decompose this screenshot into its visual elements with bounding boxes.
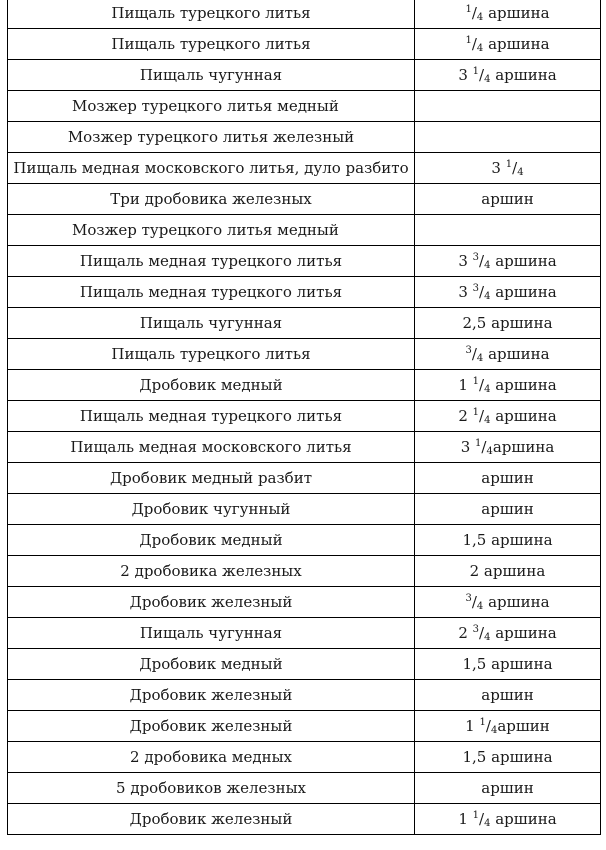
item-name-cell: Пищаль турецкого литья <box>8 29 415 60</box>
fraction-denominator: 4 <box>476 12 484 23</box>
item-name-cell: Дробовик железный <box>8 711 415 742</box>
item-size-cell <box>415 463 601 494</box>
item-size-cell <box>415 184 601 215</box>
fraction-numerator: 1 <box>479 717 486 728</box>
fraction-denominator: 4 <box>484 818 491 829</box>
fraction-denominator: 4 <box>484 291 491 302</box>
size-fraction: $^1/_4$ <box>472 65 491 85</box>
item-size-cell <box>415 246 601 277</box>
table-row <box>8 277 601 308</box>
size-whole: 3 <box>458 65 468 84</box>
table-row <box>8 153 601 184</box>
artillery-inventory-table <box>7 0 601 835</box>
table-row <box>8 91 601 122</box>
item-size-cell <box>415 308 601 339</box>
item-name-cell: Пищаль медная турецкого литья <box>8 401 415 432</box>
size-whole: 3 <box>460 437 471 456</box>
item-name-cell: 2 дробовика медных <box>8 742 415 773</box>
size-unit: аршин <box>497 716 550 735</box>
item-size-cell <box>415 618 601 649</box>
size-whole: 1 <box>458 375 468 394</box>
fraction-numerator: 1 <box>472 376 480 387</box>
fraction-denominator: 4 <box>484 632 491 643</box>
table-row <box>8 525 601 556</box>
item-size-cell <box>415 60 601 91</box>
size-text: 1,5 аршина <box>462 530 553 549</box>
item-size-cell <box>415 0 601 29</box>
size-fraction: $^1/_4$ <box>505 158 524 178</box>
item-size-cell <box>415 742 601 773</box>
table-row <box>8 0 601 29</box>
size-whole: 3 <box>491 158 501 177</box>
item-name-cell: Пищаль чугунная <box>8 618 415 649</box>
fraction-denominator: 4 <box>484 384 491 395</box>
fraction-denominator: 4 <box>476 601 484 612</box>
table-row <box>8 587 601 618</box>
fraction-denominator: 4 <box>484 415 491 426</box>
item-name-cell: Пищаль медная московского литья <box>8 432 415 463</box>
size-whole: 3 <box>458 282 468 301</box>
size-text: 2,5 аршина <box>462 313 553 332</box>
item-size-cell <box>415 804 601 835</box>
size-whole: 3 <box>458 251 468 270</box>
item-size-cell <box>415 711 601 742</box>
item-size-cell <box>415 432 601 463</box>
size-fraction: $^1/_4$ <box>465 34 484 54</box>
item-size-cell <box>415 649 601 680</box>
fraction-numerator: 1 <box>505 159 513 170</box>
item-size-cell <box>415 91 601 122</box>
size-unit: аршина <box>495 251 557 270</box>
fraction-numerator: 1 <box>472 66 480 77</box>
fraction-numerator: 1 <box>475 438 482 449</box>
fraction-numerator: 1 <box>472 810 480 821</box>
item-name-cell: 2 дробовика железных <box>8 556 415 587</box>
size-unit: аршина <box>492 437 555 456</box>
size-fraction: $^3/_4$ <box>472 251 491 271</box>
size-unit: аршина <box>495 375 557 394</box>
size-fraction: $^1/_4$ <box>472 375 491 395</box>
item-name-cell: Пищаль медная турецкого литья <box>8 277 415 308</box>
table-row <box>8 432 601 463</box>
table-row <box>8 773 601 804</box>
size-fraction: $^3/_4$ <box>465 344 484 364</box>
item-name-cell: Дробовик чугунный <box>8 494 415 525</box>
item-size-cell <box>415 277 601 308</box>
item-name-cell: Мозжер турецкого литья медный <box>8 91 415 122</box>
size-fraction: $^3/_4$ <box>472 282 491 302</box>
item-name-cell: Дробовик медный <box>8 370 415 401</box>
size-unit: аршина <box>488 344 550 363</box>
item-size-cell <box>415 215 601 246</box>
table-row <box>8 122 601 153</box>
size-fraction: $^3/_4$ <box>472 623 491 643</box>
table-row <box>8 339 601 370</box>
table-row <box>8 618 601 649</box>
fraction-denominator: 4 <box>486 446 493 457</box>
table-row <box>8 215 601 246</box>
fraction-numerator: 1 <box>465 35 472 46</box>
item-name-cell: Дробовик медный <box>8 525 415 556</box>
table-row <box>8 556 601 587</box>
size-text: аршин <box>481 499 534 518</box>
item-name-cell: Мозжер турецкого литья железный <box>8 122 415 153</box>
size-unit: аршина <box>495 282 557 301</box>
size-text: 1,5 аршина <box>462 654 553 673</box>
item-size-cell <box>415 122 601 153</box>
fraction-numerator: 1 <box>465 4 472 15</box>
document-page <box>7 0 600 835</box>
item-name-cell: Дробовик медный <box>8 649 415 680</box>
size-fraction: $^1/_4$ <box>475 437 493 457</box>
size-unit: аршина <box>488 34 550 53</box>
size-fraction: $^3/_4$ <box>465 592 484 612</box>
fraction-numerator: 3 <box>472 283 480 294</box>
item-size-cell <box>415 525 601 556</box>
size-text: аршин <box>481 189 534 208</box>
size-unit: аршина <box>488 592 550 611</box>
item-size-cell <box>415 680 601 711</box>
fraction-denominator: 4 <box>476 353 484 364</box>
table-row <box>8 246 601 277</box>
item-name-cell: Пищаль чугунная <box>8 60 415 91</box>
fraction-numerator: 3 <box>472 252 480 263</box>
item-size-cell <box>415 587 601 618</box>
item-name-cell: Пищаль турецкого литья <box>8 339 415 370</box>
table-body <box>8 0 601 835</box>
size-text: аршин <box>481 685 534 704</box>
table-row <box>8 370 601 401</box>
item-name-cell: Мозжер турецкого литья медный <box>8 215 415 246</box>
size-whole: 1 <box>458 809 468 828</box>
item-name-cell: Дробовик железный <box>8 587 415 618</box>
fraction-denominator: 4 <box>484 74 491 85</box>
table-row <box>8 680 601 711</box>
item-size-cell <box>415 370 601 401</box>
table-row <box>8 308 601 339</box>
item-name-cell: Три дробовика железных <box>8 184 415 215</box>
size-unit: аршина <box>488 3 550 22</box>
item-size-cell <box>415 153 601 184</box>
table-row <box>8 401 601 432</box>
item-name-cell: 5 дробовиков железных <box>8 773 415 804</box>
table-row <box>8 463 601 494</box>
size-unit: аршина <box>495 623 557 642</box>
item-size-cell <box>415 773 601 804</box>
size-whole: 2 <box>458 623 468 642</box>
item-name-cell: Пищаль турецкого литья <box>8 0 415 29</box>
size-unit: аршина <box>495 809 557 828</box>
table-row <box>8 494 601 525</box>
item-name-cell: Пищаль медная турецкого литья <box>8 246 415 277</box>
size-unit: аршина <box>495 65 557 84</box>
table-row <box>8 649 601 680</box>
item-size-cell <box>415 339 601 370</box>
fraction-denominator: 4 <box>490 725 498 736</box>
fraction-denominator: 4 <box>476 43 484 54</box>
fraction-denominator: 4 <box>484 260 491 271</box>
item-size-cell <box>415 494 601 525</box>
item-size-cell <box>415 556 601 587</box>
table-row <box>8 804 601 835</box>
item-name-cell: Дробовик железный <box>8 804 415 835</box>
table-row <box>8 29 601 60</box>
item-name-cell: Дробовик медный разбит <box>8 463 415 494</box>
table-row <box>8 742 601 773</box>
size-text: аршин <box>481 778 534 797</box>
table-row <box>8 711 601 742</box>
item-size-cell <box>415 401 601 432</box>
item-name-cell: Пищаль чугунная <box>8 308 415 339</box>
fraction-numerator: 3 <box>465 593 472 604</box>
fraction-numerator: 3 <box>472 624 480 635</box>
size-fraction: $^1/_4$ <box>472 809 491 829</box>
fraction-numerator: 1 <box>472 407 480 418</box>
item-size-cell <box>415 29 601 60</box>
size-whole: 1 <box>465 716 475 735</box>
item-name-cell: Дробовик железный <box>8 680 415 711</box>
table-row <box>8 60 601 91</box>
size-whole: 2 <box>458 406 468 425</box>
fraction-denominator: 4 <box>517 167 524 178</box>
size-fraction: $^1/_4$ <box>479 716 498 736</box>
size-fraction: $^1/_4$ <box>465 3 484 23</box>
size-text: 2 аршина <box>469 561 546 580</box>
fraction-numerator: 3 <box>465 345 472 356</box>
table-row <box>8 184 601 215</box>
size-text: 1,5 аршина <box>462 747 553 766</box>
size-fraction: $^1/_4$ <box>472 406 491 426</box>
item-name-cell: Пищаль медная московского литья, дуло разбито <box>8 153 415 184</box>
size-text: аршин <box>481 468 534 487</box>
size-unit: аршина <box>495 406 557 425</box>
